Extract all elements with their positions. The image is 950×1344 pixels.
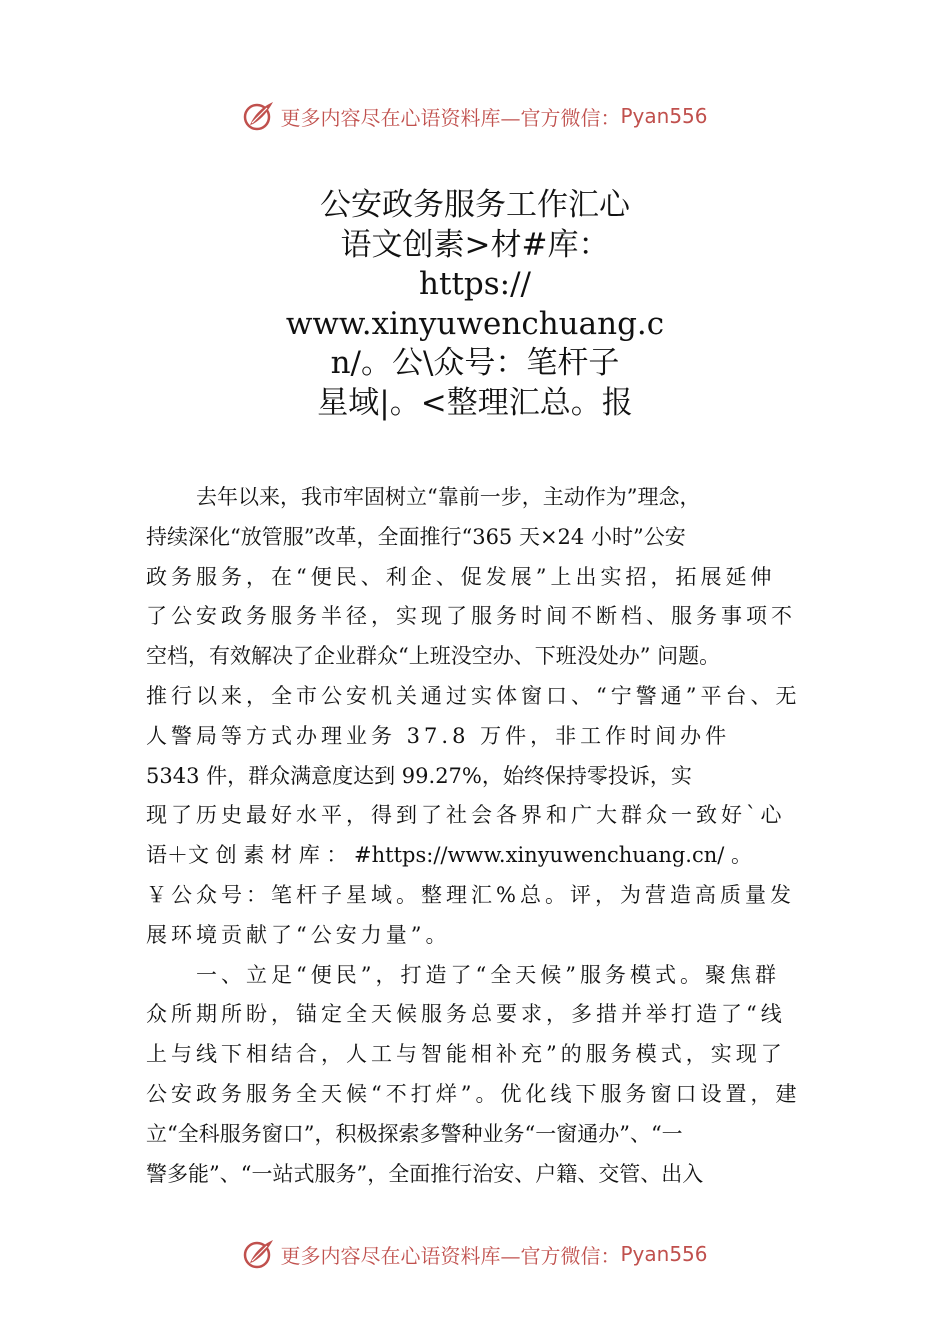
- body-line: 众所期所盼，锚定全天候服务总要求，多措并举打造了“线: [146, 1002, 786, 1027]
- body-line: 现了历史最好水平，得到了社会各界和广大群众一致好`心: [146, 803, 786, 828]
- title-line: www.xinyuwenchuang.c: [285, 305, 665, 342]
- body-line: 了公安政务服务半径，实现了服务时间不断档、服务事项不: [146, 604, 796, 629]
- header-banner: [0, 96, 950, 136]
- body-line: 公安政务服务全天候“不打烊”。优化线下服务窗口设置，建: [146, 1081, 801, 1106]
- body-line: 上与线下相结合，人工与智能相补充”的服务模式，实现了: [146, 1042, 786, 1067]
- body-line: 立“全科服务窗口”，积极探索多警种业务“一窗通办”、“一: [146, 1121, 683, 1146]
- title-line: 星域|。<整理汇总。报: [317, 384, 633, 421]
- banner-text: 更多内容尽在心语资料库—官方微信：: [280, 1243, 621, 1268]
- body-line: 展环境贡献了“公安力量”。: [146, 922, 451, 947]
- body-line: 一、立足“便民”，打造了“全天候”服务模式。聚焦群: [196, 962, 780, 987]
- title-line: 公安政务服务工作汇心: [320, 187, 630, 223]
- body-line: 语＋文 创 素 材 库 ： #https://www.xinyuwenchuang.cn/ 。: [146, 843, 753, 868]
- body-line: 5343 件，群众满意度达到 99.27%，始终保持零投诉，实: [146, 763, 692, 788]
- document-body: [146, 478, 846, 1194]
- quill-logo-icon: [242, 1237, 276, 1271]
- body-line: 人警局等方式办理业务 37.8 万件，非工作时间办件: [146, 723, 731, 748]
- body-line: 空档，有效解决了企业群众“上班没空办、下班没处办” 问题。: [146, 644, 721, 669]
- title-line: https://: [419, 266, 531, 302]
- banner-wechat-id: Pyan556: [620, 104, 708, 128]
- quill-logo-icon: [242, 99, 276, 133]
- body-line: 去年以来，我市牢固树立“靠前一步，主动作为”理念，: [196, 485, 701, 509]
- title-line: n/。公\众号：笔杆子: [330, 345, 620, 381]
- banner-wechat-id: Pyan556: [620, 1242, 708, 1266]
- title-line: 语文创素>材#库：: [340, 226, 610, 263]
- footer-banner: [0, 1234, 950, 1274]
- document-title: [250, 186, 700, 423]
- body-line: ￥公众号：笔杆子星域。整理汇%总。评，为营造高质量发: [146, 882, 795, 907]
- body-line: 推行以来，全市公安机关通过实体窗口、“宁警通”平台、无: [146, 683, 801, 708]
- body-line: 持续深化“放管服”改革，全面推行“365 天×24 小时”公安: [146, 524, 686, 549]
- banner-text: 更多内容尽在心语资料库—官方微信：: [280, 105, 621, 130]
- body-line: 警多能”、“一站式服务”，全面推行治安、户籍、交管、出入: [146, 1161, 704, 1186]
- body-line: 政务服务，在“便民、利企、促发展”上出实招，拓展延伸: [146, 564, 776, 589]
